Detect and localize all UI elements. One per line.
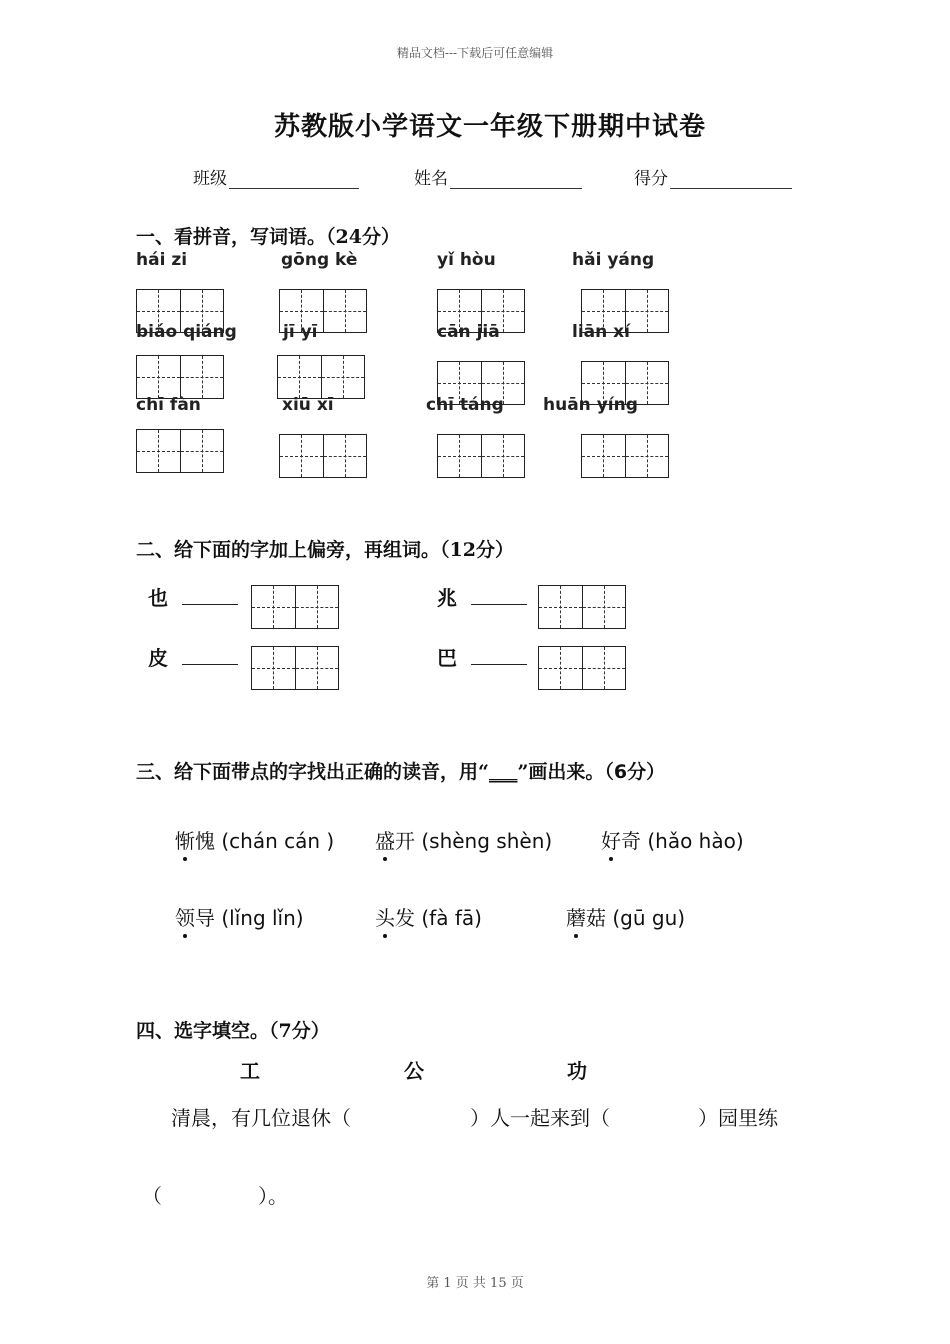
reading-item[interactable]: 惭愧 (chán cán ) [175,825,334,854]
choice-char: 工 [240,1059,260,1083]
writing-grid[interactable] [437,434,525,478]
base-char: 也 [148,586,168,610]
fill-sentence-2a: （ [142,1184,162,1208]
radical-blank[interactable] [471,664,527,665]
name-blank[interactable] [450,170,582,189]
pinyin-label: biáo qiáng [136,322,237,342]
section3-heading: 三、给下面带点的字找出正确的读音，用“___”画出来。（6分） [136,761,666,783]
fill-sentence-1c: ）园里练 [698,1106,778,1130]
pinyin-label: chī táng [426,395,504,415]
radical-blank[interactable] [471,604,527,605]
choice-char: 功 [567,1059,587,1083]
writing-grid[interactable] [437,289,525,333]
score-label: 得分 [634,169,668,189]
writing-grid[interactable] [279,434,367,478]
writing-grid[interactable] [581,434,669,478]
reading-item[interactable]: 领导 (lǐng lǐn) [175,902,304,931]
section1-heading: 一、看拼音，写词语。（24分） [136,226,400,248]
writing-grid[interactable] [136,355,224,399]
radical-blank[interactable] [182,664,238,665]
fill-sentence-1b: ）人一起来到（ [470,1106,610,1130]
writing-grid[interactable] [538,585,626,629]
radical-item [437,582,527,611]
pinyin-label: liān xí [572,322,630,342]
fill-sentence-1a: 清晨，有几位退休（ [171,1106,351,1130]
base-char: 巴 [437,646,457,670]
name-field [414,164,582,189]
radical-blank[interactable] [182,604,238,605]
class-blank[interactable] [229,170,359,189]
fill-sentence-2b: ）。 [258,1184,288,1208]
section4-heading: 四、选字填空。（7分） [136,1020,330,1042]
writing-grid[interactable] [538,646,626,690]
page-title: 苏教版小学语文一年级下册期中试卷 [273,112,706,142]
pinyin-label: gōng kè [281,250,358,270]
section2-heading: 二、给下面的字加上偏旁，再组词。（12分） [136,539,514,561]
class-label: 班级 [193,169,227,189]
reading-item[interactable]: 头发 (fà fā) [375,902,482,931]
writing-grid[interactable] [136,429,224,473]
pinyin-label: jī yī [283,322,318,342]
header-note: 精品文档---下载后可任意编辑 [396,46,554,60]
writing-grid[interactable] [437,361,525,405]
name-label: 姓名 [414,169,448,189]
reading-item[interactable]: 蘑菇 (gū gu) [566,902,685,931]
page-footer: 第 1 页 共 15 页 [426,1276,524,1291]
pinyin-label: huān yíng [543,395,638,415]
base-char: 皮 [148,646,168,670]
reading-item[interactable]: 盛开 (shèng shèn) [375,825,552,854]
radical-item [437,642,527,671]
writing-grid[interactable] [277,355,365,399]
reading-item[interactable]: 好奇 (hǎo hào) [601,825,744,854]
radical-item [148,582,238,611]
writing-grid[interactable] [251,646,339,690]
pinyin-label: yǐ hòu [437,250,496,270]
class-field [193,164,359,189]
writing-grid[interactable] [279,289,367,333]
score-blank[interactable] [670,170,792,189]
writing-grid[interactable] [136,289,224,333]
pinyin-label: hái zi [136,250,188,270]
radical-item [148,642,238,671]
writing-grid[interactable] [581,289,669,333]
writing-grid[interactable] [581,361,669,405]
writing-grid[interactable] [251,585,339,629]
pinyin-label: hǎi yáng [572,250,655,270]
choice-char: 公 [404,1059,424,1083]
base-char: 兆 [437,586,457,610]
pinyin-label: chī fàn [136,395,201,415]
pinyin-label: xiū xī [282,395,334,415]
score-field [634,164,792,189]
pinyin-label: cān jiā [437,322,500,342]
